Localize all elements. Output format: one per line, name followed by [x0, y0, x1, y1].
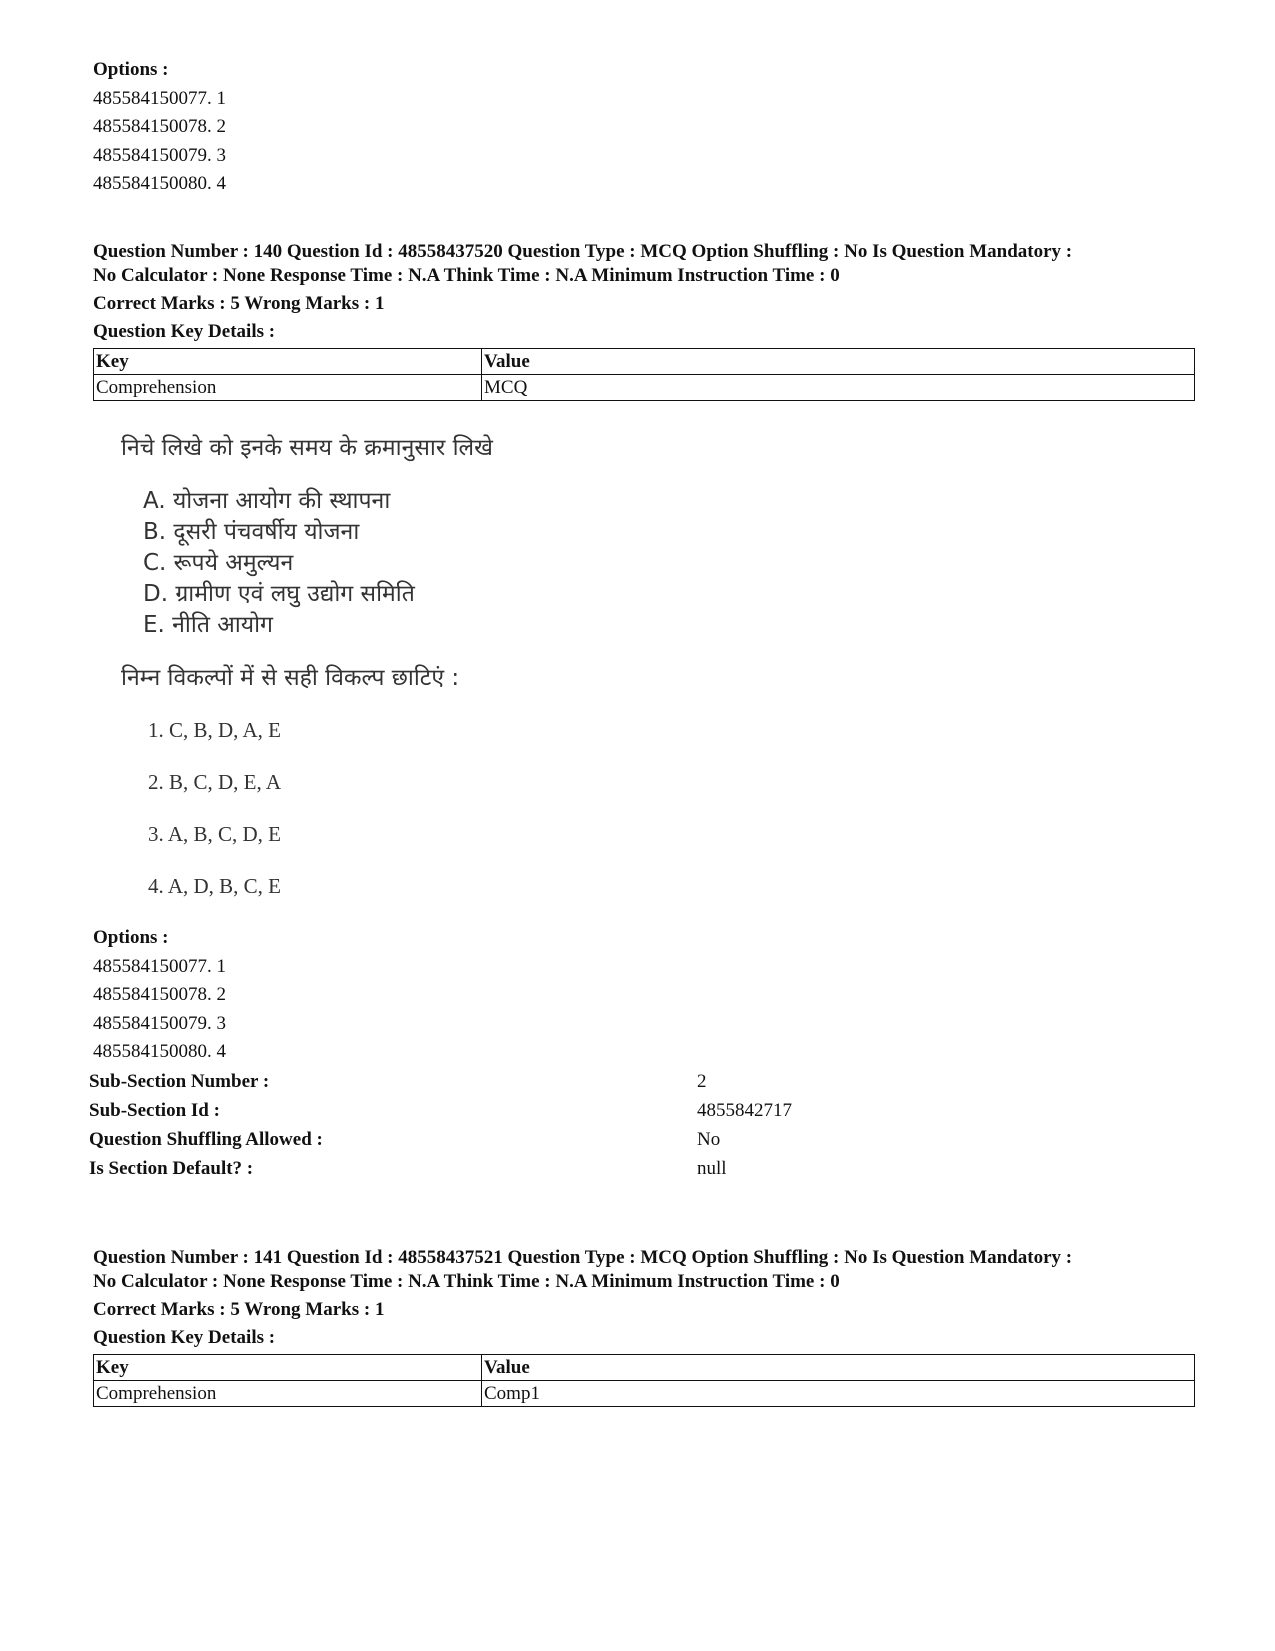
option-item: 485584150077. 1: [93, 87, 226, 109]
table-header-value: Value: [482, 1355, 1195, 1381]
subsection-id-label: Sub-Section Id :: [89, 1100, 220, 1121]
table-header-key: Key: [94, 349, 482, 375]
subsection-number-value: 2: [697, 1071, 707, 1092]
option-item: 485584150079. 3: [93, 1012, 226, 1034]
table-header-key: Key: [94, 1355, 482, 1381]
question-choice: 3. A, B, C, D, E: [148, 822, 282, 846]
table-header-value: Value: [482, 349, 1195, 375]
option-item: 485584150080. 4: [93, 1041, 226, 1062]
question-item: D. ग्रामीण एवं लघु उद्योग समिति: [143, 581, 415, 607]
option-item: 485584150078. 2: [93, 984, 226, 1005]
question-choice: 1. C, B, D, A, E: [148, 718, 282, 742]
table-row: [94, 1381, 1195, 1407]
question-item: C. रूपये अमुल्यन: [143, 550, 294, 576]
top-options-block: [93, 56, 226, 199]
q140-key-table: [93, 348, 1195, 401]
question-shuffling-label: Question Shuffling Allowed :: [89, 1129, 323, 1150]
section-default-label: Is Section Default? :: [89, 1158, 254, 1179]
table-header-row: [94, 349, 1195, 375]
q140-header-line2: No Calculator : None Response Time : N.A Think Time : N.A Minimum Instruction Time : 0: [93, 265, 840, 286]
q140-options-block: [93, 924, 226, 1067]
q140-marks: Correct Marks : 5 Wrong Marks : 1: [93, 293, 385, 314]
q141-marks: Correct Marks : 5 Wrong Marks : 1: [93, 1299, 385, 1320]
section-default-value: null: [697, 1158, 727, 1179]
table-cell-key: Comprehension: [94, 375, 482, 401]
options-heading: Options :: [93, 59, 169, 80]
question-item: E. नीति आयोग: [143, 612, 274, 638]
q141-header-line2: No Calculator : None Response Time : N.A Think Time : N.A Minimum Instruction Time : 0: [93, 1271, 840, 1292]
option-item: 485584150079. 3: [93, 144, 226, 166]
question-prompt: निचे लिखे को इनके समय के क्रमानुसार लिखे: [121, 435, 493, 461]
question-choice: 4. A, D, B, C, E: [148, 874, 282, 898]
option-item: 485584150078. 2: [93, 116, 226, 137]
table-cell-value: MCQ: [482, 375, 1195, 401]
q141-key-details-label: Question Key Details :: [93, 1327, 276, 1348]
question-image: [113, 430, 533, 930]
question-instruction: निम्न विकल्पों में से सही विकल्प छाटिएं :: [121, 665, 460, 691]
subsection-id-value: 4855842717: [697, 1100, 792, 1121]
question-item: A. योजना आयोग की स्थापना: [143, 488, 391, 514]
table-header-row: [94, 1355, 1195, 1381]
question-choice: 2. B, C, D, E, A: [148, 770, 282, 794]
q140-header-line1: Question Number : 140 Question Id : 48558437520 Question Type : MCQ Option Shuffling : No Is Question Mandatory :: [93, 241, 1073, 262]
option-item: 485584150077. 1: [93, 955, 226, 977]
question-shuffling-value: No: [697, 1129, 721, 1150]
options-heading: Options :: [93, 927, 169, 948]
q140-header: [93, 240, 1193, 288]
subsection-number-label: Sub-Section Number :: [89, 1071, 270, 1092]
table-cell-value: Comp1: [482, 1381, 1195, 1407]
q141-key-table: [93, 1354, 1195, 1407]
table-cell-key: Comprehension: [94, 1381, 482, 1407]
table-row: [94, 375, 1195, 401]
question-item: B. दूसरी पंचवर्षीय योजना: [143, 519, 360, 545]
q141-header: [93, 1246, 1193, 1294]
q140-key-details-label: Question Key Details :: [93, 321, 276, 342]
option-item: 485584150080. 4: [93, 173, 226, 194]
q141-header-line1: Question Number : 141 Question Id : 48558437521 Question Type : MCQ Option Shuffling : No Is Question Mandatory :: [93, 1247, 1073, 1268]
